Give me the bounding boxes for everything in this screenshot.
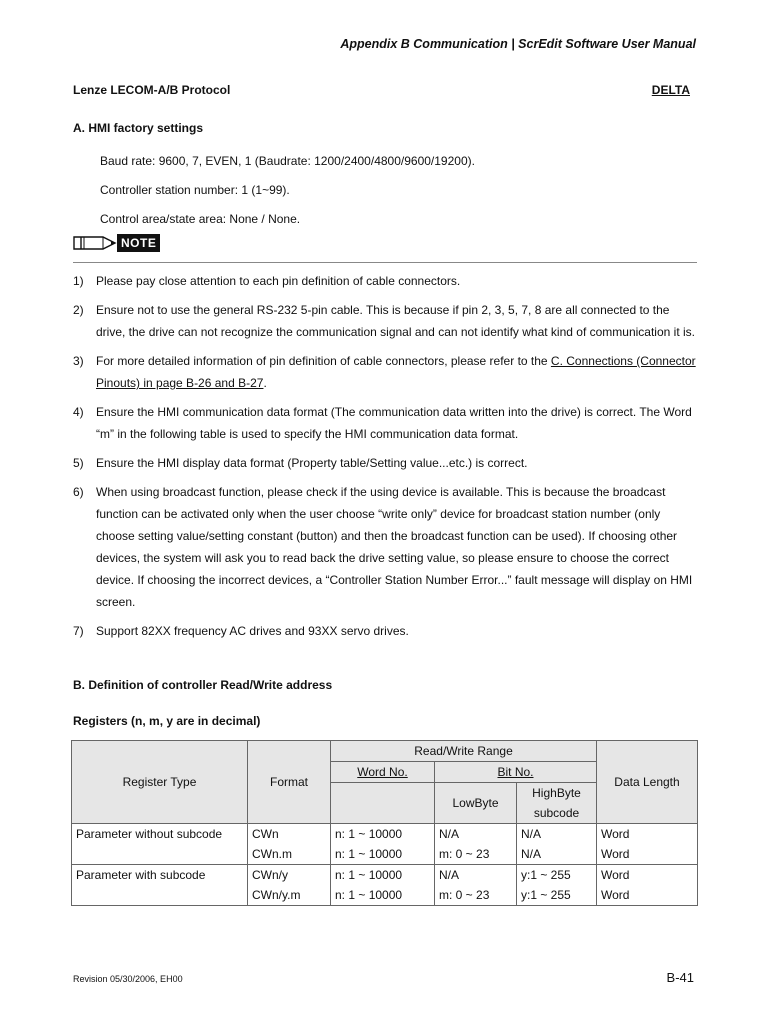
cell-format: CWn.m: [248, 844, 331, 865]
header-bit-no-text: Bit No.: [497, 765, 534, 779]
brand-label: DELTA: [651, 83, 690, 97]
cell-highbyte: y:1 ~ 255: [517, 885, 597, 906]
cell-word-no: n: 1 ~ 10000: [331, 844, 435, 865]
note-number: 5): [73, 456, 84, 470]
setting-control-area: Control area/state area: None / None.: [100, 212, 301, 226]
cell-register-type: [72, 885, 248, 906]
notes-list: [73, 270, 699, 649]
cell-data-length: Word: [597, 885, 698, 906]
note-divider: [73, 262, 697, 263]
cell-register-type: [72, 844, 248, 865]
cell-register-type: Parameter without subcode: [72, 824, 248, 845]
cell-register-type: Parameter with subcode: [72, 865, 248, 886]
header-word-no-text: Word No.: [357, 765, 408, 779]
cell-data-length: Word: [597, 865, 698, 886]
note-text: For more detailed information of pin definition of cable connectors, please refer to the: [96, 354, 551, 368]
cell-highbyte: N/A: [517, 844, 597, 865]
cell-format: CWn: [248, 824, 331, 845]
note-label: NOTE: [117, 234, 160, 252]
note-number: 6): [73, 485, 84, 499]
note-text: Ensure not to use the general RS-232 5-pin cable. This is because if pin 2, 3, 5, 7, 8 are all connected to the drive, the drive can not recognize the communication signal and can not identify what kind of communication it is.: [96, 303, 695, 339]
header-word-no: [331, 762, 435, 783]
header-format: Format: [248, 741, 331, 824]
header-subcode: subcode: [517, 803, 597, 824]
note-number: 4): [73, 405, 84, 419]
protocol-heading-row: [73, 83, 690, 99]
cell-word-no: n: 1 ~ 10000: [331, 865, 435, 886]
registers-title: Registers (n, m, y are in decimal): [73, 714, 261, 728]
note-header: [73, 233, 697, 263]
header-highbyte: HighByte: [517, 783, 597, 804]
cell-word-no: n: 1 ~ 10000: [331, 824, 435, 845]
header-register-type: Register Type: [72, 741, 248, 824]
note-item-7: [73, 620, 699, 642]
cell-lowbyte: N/A: [435, 865, 517, 886]
note-text: Please pay close attention to each pin definition of cable connectors.: [96, 274, 461, 288]
cell-lowbyte: m: 0 ~ 23: [435, 844, 517, 865]
header-lowbyte: LowByte: [435, 783, 517, 824]
header-bit-no: [435, 762, 597, 783]
note-number: 1): [73, 274, 84, 288]
footer-page-number: B-41: [666, 970, 694, 985]
note-number: 2): [73, 303, 84, 317]
note-badge: [73, 233, 160, 253]
cell-lowbyte: N/A: [435, 824, 517, 845]
note-text: Ensure the HMI communication data format (The communication data written into the drive) is correct. The Word “m” in the following table is used to specify the HMI communication data format.: [96, 405, 692, 441]
cell-data-length: Word: [597, 844, 698, 865]
cell-data-length: Word: [597, 824, 698, 845]
setting-baud-rate: Baud rate: 9600, 7, EVEN, 1 (Baudrate: 1200/2400/4800/9600/19200).: [100, 154, 475, 168]
pencil-icon: [73, 233, 117, 253]
connections-reference-link[interactable]: C. Connections (Connector Pinouts) in page B-26 and B-27: [96, 354, 696, 390]
note-item-6: [73, 481, 699, 613]
cell-highbyte: N/A: [517, 824, 597, 845]
section-b-title: B. Definition of controller Read/Write address: [73, 678, 333, 692]
factory-settings: [100, 154, 475, 241]
setting-station-number: Controller station number: 1 (1~99).: [100, 183, 290, 197]
cell-highbyte: y:1 ~ 255: [517, 865, 597, 886]
header-word-no-blank: [331, 783, 435, 824]
note-text-end: .: [263, 376, 267, 390]
note-text: Support 82XX frequency AC drives and 93XX servo drives.: [96, 624, 409, 638]
note-item-3: [73, 350, 699, 394]
section-a-title: A. HMI factory settings: [73, 121, 204, 135]
cell-format: CWn/y: [248, 865, 331, 886]
note-number: 3): [73, 354, 84, 368]
note-item-2: [73, 299, 699, 343]
header-rw-range: Read/Write Range: [331, 741, 597, 762]
note-item-5: [73, 452, 699, 474]
cell-format: CWn/y.m: [248, 885, 331, 906]
cell-word-no: n: 1 ~ 10000: [331, 885, 435, 906]
table-row: [72, 885, 698, 906]
table-row: [72, 824, 698, 845]
page-header-title: Appendix B Communication | ScrEdit Software User Manual: [340, 37, 696, 51]
header-data-length: Data Length: [597, 741, 698, 824]
note-number: 7): [73, 624, 84, 638]
protocol-title: Lenze LECOM-A/B Protocol: [73, 83, 231, 97]
note-text: Ensure the HMI display data format (Property table/Setting value...etc.) is correct.: [96, 456, 528, 470]
table-row: [72, 844, 698, 865]
register-table: [71, 740, 698, 906]
note-text: When using broadcast function, please check if the using device is available. This is because the broadcast function can be activated only when the user choose “write only” device for broadcast station number (only choose setting value/setting constant (button) and then the broadcast function can be used). If choosing other devices, the system will ask you to read back the drive setting value, so please ensure to choose the correct device. If choosing the incorrect devices, a “Controller Station Number Error...” fault message will display on HMI screen.: [96, 485, 693, 609]
table-row: [72, 865, 698, 886]
note-item-1: [73, 270, 699, 292]
cell-lowbyte: m: 0 ~ 23: [435, 885, 517, 906]
footer-revision: Revision 05/30/2006, EH00: [73, 974, 183, 984]
note-item-4: [73, 401, 699, 445]
